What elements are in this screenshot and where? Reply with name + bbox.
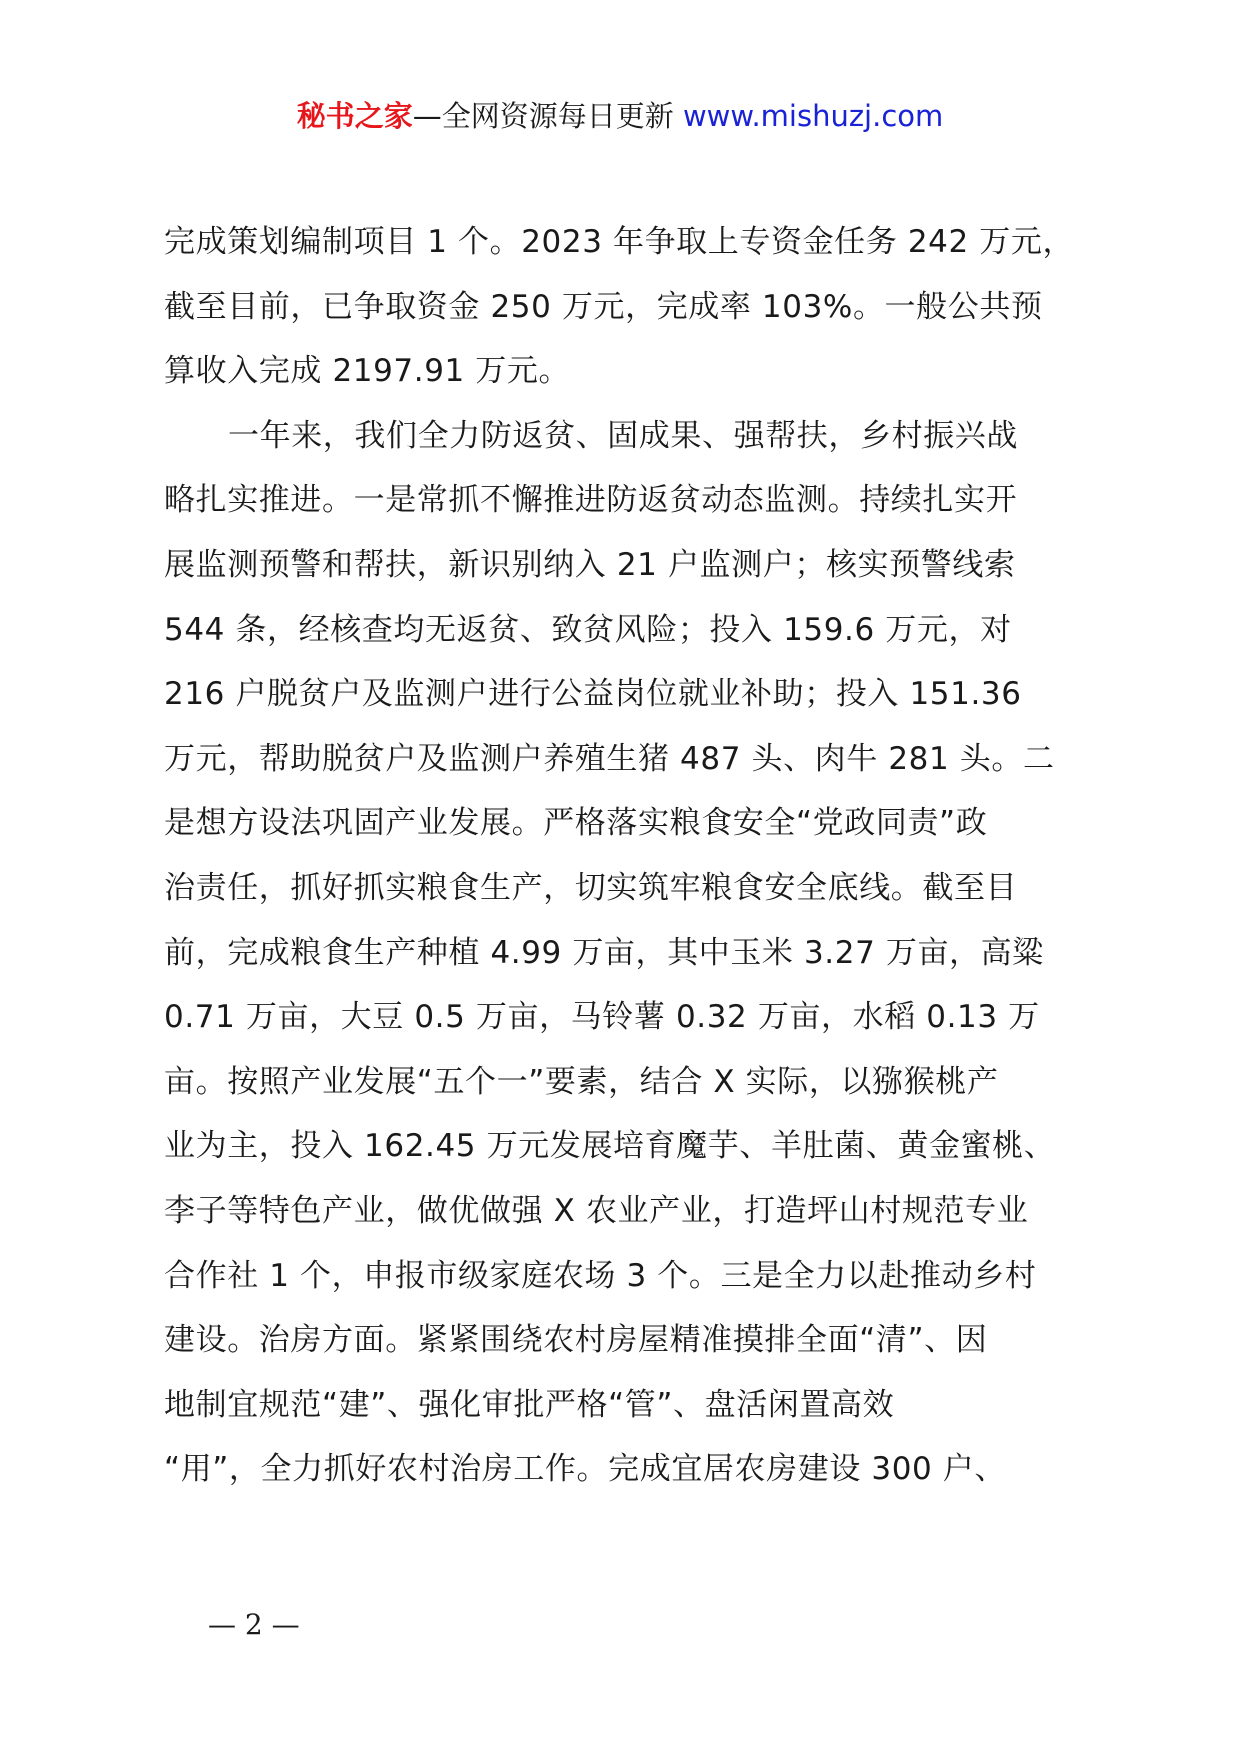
text-line: 合作社 1 个，申报市级家庭农场 3 个。三是全力以赴推动乡村 xyxy=(164,1257,1037,1294)
text-line: 展监测预警和帮扶，新识别纳入 21 户监测户；核实预警线索 xyxy=(164,546,1016,583)
page-number: — 2 — xyxy=(208,1608,300,1641)
text-line: “用”，全力抓好农村治房工作。完成宜居农房建设 300 户、 xyxy=(164,1451,1006,1488)
site-header xyxy=(0,96,1240,136)
text-line: 亩。按照产业发展“五个一”要素，结合 X 实际，以猕猴桃产 xyxy=(164,1063,999,1100)
text-line: 是想方设法巩固产业发展。严格落实粮食安全“党政同责”政 xyxy=(164,805,988,842)
text-line: 0.71 万亩，大豆 0.5 万亩，马铃薯 0.32 万亩，水稻 0.13 万 xyxy=(164,999,1040,1036)
text-line: 216 户脱贫户及监测户进行公益岗位就业补助；投入 151.36 xyxy=(164,676,1022,713)
text-line: 略扎实推进。一是常抓不懈推进防返贫动态监测。持续扎实开 xyxy=(164,482,1018,519)
text-line: 业为主，投入 162.45 万元发展培育魔芋、羊肚菌、黄金蜜桃、 xyxy=(164,1128,1056,1165)
paragraph-start-line: 一年来，我们全力防返贫、固成果、强帮扶，乡村振兴战 xyxy=(228,417,1018,454)
text-line: 地制宜规范“建”、强化审批严格“管”、盘活闲置高效 xyxy=(164,1386,895,1423)
text-line: 治责任，抓好抓实粮食生产，切实筑牢粮食安全底线。截至目 xyxy=(164,869,1018,906)
text-line: 万元，帮助脱贫户及监测户养殖生猪 487 头、肉牛 281 头。二 xyxy=(164,740,1055,777)
text-line: 算收入完成 2197.91 万元。 xyxy=(164,353,571,390)
text-line: 完成策划编制项目 1 个。2023 年争取上专资金任务 242 万元， xyxy=(164,224,1075,260)
brand-name: 秘书之家 xyxy=(296,99,413,133)
document-body xyxy=(164,210,1124,1502)
site-url-link[interactable]: www.mishuzj.com xyxy=(682,99,944,133)
text-line: 544 条，经核查均无返贫、致贫风险；投入 159.6 万元，对 xyxy=(164,611,1012,648)
text-line: 前，完成粮食生产种植 4.99 万亩，其中玉米 3.27 万亩，高粱 xyxy=(164,934,1044,971)
text-line: 截至目前，已争取资金 250 万元，完成率 103%。一般公共预 xyxy=(164,288,1043,325)
text-line: 建设。治房方面。紧紧围绕农村房屋精准摸排全面“清”、因 xyxy=(164,1322,988,1359)
text-line: 李子等特色产业，做优做强 X 农业产业，打造坪山村规范专业 xyxy=(164,1192,1029,1229)
header-tagline: —全网资源每日更新 xyxy=(412,99,683,133)
